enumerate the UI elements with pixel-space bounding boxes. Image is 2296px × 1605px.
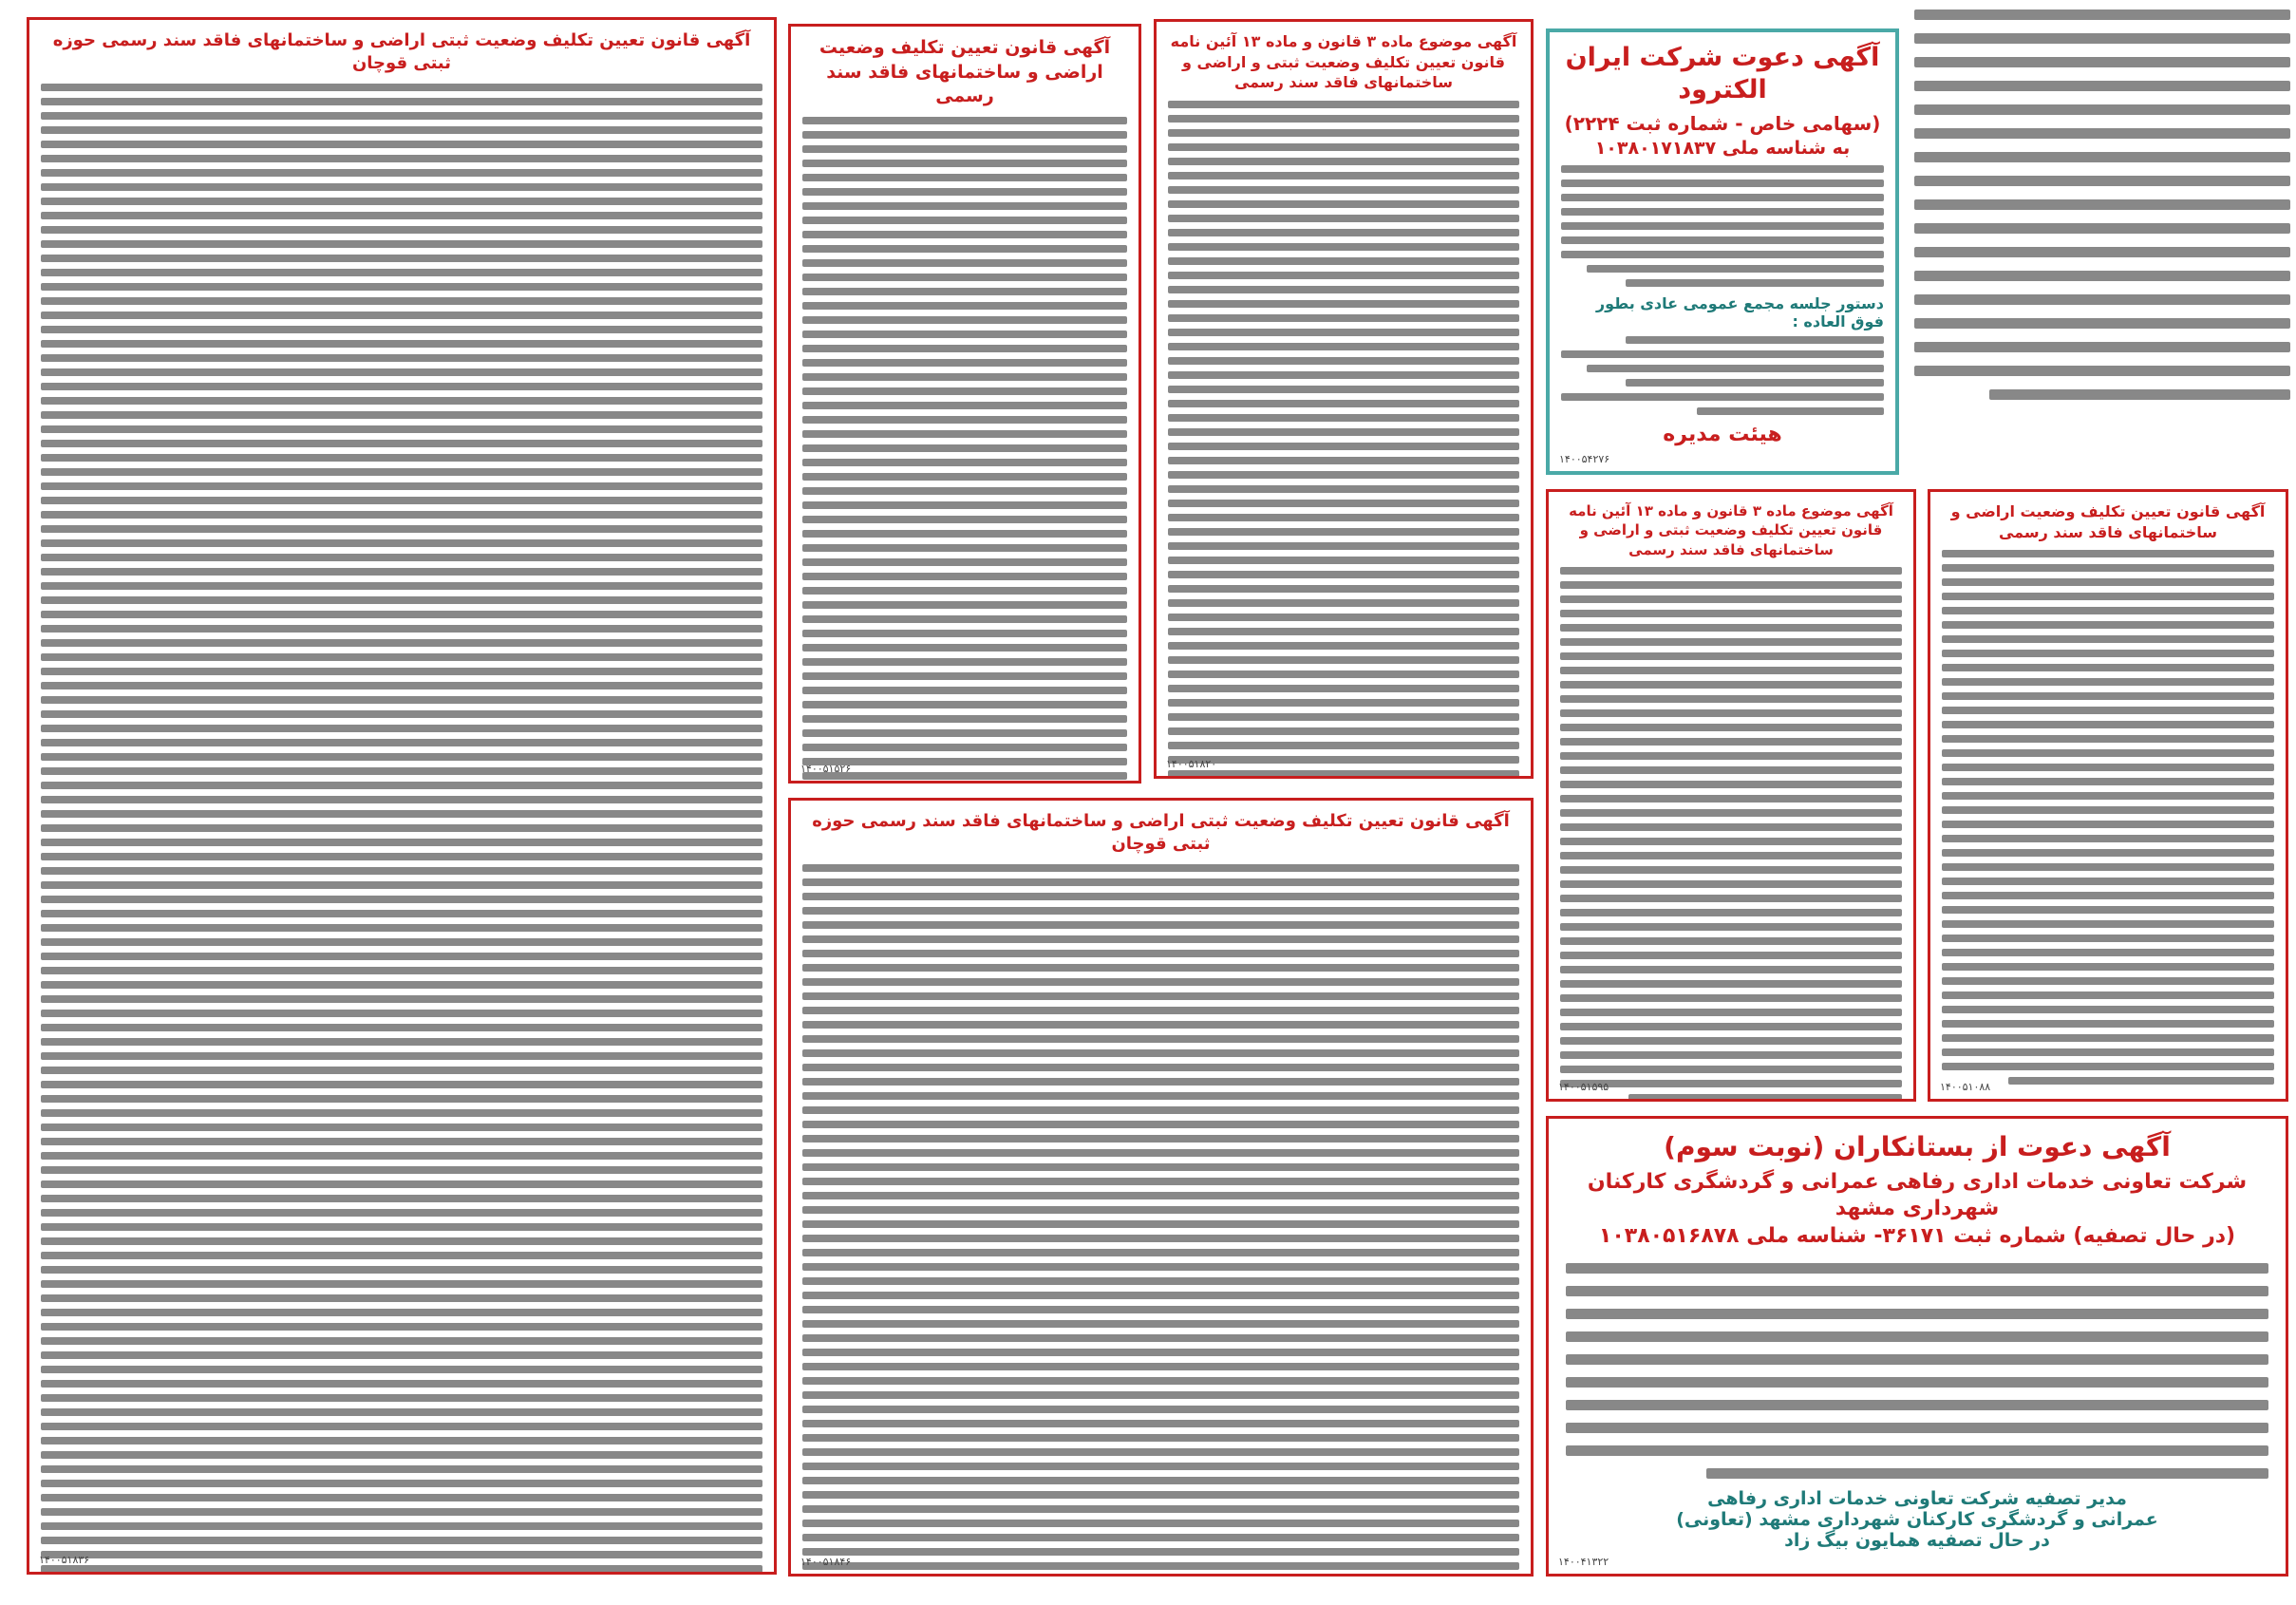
ad-left-mid-b bbox=[1928, 489, 2288, 1102]
ad-body bbox=[41, 84, 762, 1575]
ad-middle-left-top bbox=[1154, 19, 1534, 779]
ad-iran-electrode bbox=[1546, 28, 1899, 475]
ad-title: آگهی قانون تعیین تکلیف وضعیت اراضی و ساختمانهای فاقد سند رسمی bbox=[819, 37, 1111, 107]
ad-body bbox=[1942, 550, 2274, 1085]
ad-creditors-liquidation bbox=[1546, 1116, 2288, 1577]
ad-middle-bottom bbox=[788, 798, 1534, 1577]
ad-national-id: به شناسه ملی ۱۰۳۸۰۱۷۱۸۳۷ bbox=[1594, 137, 1851, 159]
ad-code: ۱۴۰۰۴۱۳۲۲ bbox=[1558, 1556, 1609, 1568]
ad-code: ۱۴۰۰۵۱۸۲۰ bbox=[1166, 758, 1217, 770]
agenda-items bbox=[1561, 336, 1884, 415]
ad-middle-top bbox=[788, 24, 1141, 784]
ad-title: آگهی دعوت از بستانکاران (نوبت سوم) bbox=[1664, 1131, 2171, 1162]
agenda-title: دستور جلسه مجمع عمومی عادی بطور فوق العاده : bbox=[1595, 294, 1884, 331]
ad-title: آگهی دعوت شرکت ایران الکترود bbox=[1565, 43, 1880, 104]
ad-code: ۱۴۰۰۵۱۰۸۸ bbox=[1940, 1081, 1991, 1093]
ad-signature: هیئت مدیره bbox=[1663, 423, 1782, 447]
ad-code: ۱۴۰۰۵۱۸۴۶ bbox=[800, 1556, 852, 1568]
ad-title: آگهی موضوع ماده ۳ قانون و ماده ۱۳ آئین نامه قانون تعیین تکلیف وضعیت ثبتی و اراضی و ساختمانهای فاقد سند رسمی bbox=[1569, 502, 1893, 558]
ad-code: ۱۴۰۰۵۱۸۳۶ bbox=[39, 1554, 90, 1566]
ad-body bbox=[802, 864, 1519, 1577]
ad-quchan-large bbox=[27, 17, 777, 1575]
ad-code: ۱۴۰۰۵۱۵۲۶ bbox=[800, 763, 852, 775]
ad-title: آگهی قانون تعیین تکلیف وضعیت اراضی و ساختمانهای فاقد سند رسمی bbox=[1950, 502, 2266, 541]
ad-body bbox=[1566, 1263, 2268, 1479]
ad-title: آگهی موضوع ماده ۳ قانون و ماده ۱۳ آئین نامه قانون تعیین تکلیف وضعیت ثبتی و اراضی و ساختمانهای فاقد سند رسمی bbox=[1170, 32, 1517, 92]
ad-signature-line-3: در حال تصفیه همایون بیگ زاد bbox=[1784, 1529, 2050, 1551]
ad-body bbox=[1561, 165, 1884, 287]
ad-company-registration: (در حال تصفیه) شماره ثبت ۳۶۱۷۱- شناسه ملی ۱۰۳۸۰۵۱۶۸۷۸ bbox=[1598, 1224, 2236, 1248]
ad-body bbox=[1560, 567, 1902, 1102]
ad-title: آگهی قانون تعیین تکلیف وضعیت ثبتی اراضی و ساختمانهای فاقد سند رسمی حوزه ثبتی قوچان bbox=[52, 30, 751, 74]
news-column-text bbox=[1914, 9, 2290, 400]
ad-left-mid-a bbox=[1546, 489, 1916, 1102]
news-column bbox=[1909, 0, 2296, 446]
ad-body bbox=[1168, 101, 1519, 779]
ad-signature-line-1: مدیر تصفیه شرکت تعاونی خدمات اداری رفاهی bbox=[1707, 1487, 2127, 1509]
ad-body bbox=[802, 117, 1127, 784]
ad-title: آگهی قانون تعیین تکلیف وضعیت ثبتی اراضی و ساختمانهای فاقد سند رسمی حوزه ثبتی قوچان bbox=[812, 811, 1510, 855]
ad-code: ۱۴۰۰۵۴۲۷۶ bbox=[1559, 453, 1610, 465]
ad-signature-line-2: عمرانی و گردشگری کارکنان شهرداری مشهد (تعاونی) bbox=[1676, 1508, 2158, 1530]
ad-subtitle: (سهامی خاص - شماره ثبت ۲۲۲۴) bbox=[1564, 111, 1881, 135]
ad-code: ۱۴۰۰۵۱۵۹۵ bbox=[1558, 1081, 1609, 1093]
ad-company-name: شرکت تعاونی خدمات اداری رفاهی عمرانی و گردشگری کارکنان شهرداری مشهد bbox=[1587, 1170, 2248, 1220]
